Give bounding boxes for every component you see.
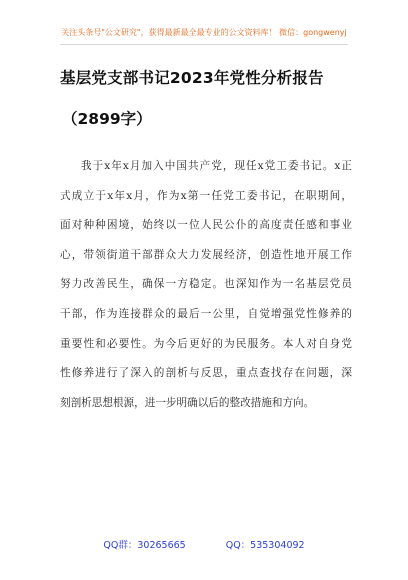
body-line-2: 式成立于x年x月，作为x第一任党工委书记，在职期间， [60, 189, 352, 202]
document-word-count: （2899字） [62, 110, 152, 128]
footer-qq-group: QQ群：30265665 [103, 540, 186, 551]
document-title: 基层党支部书记2023年党性分析报告 [60, 69, 324, 87]
footer-contact [0, 537, 408, 551]
header-promo-note: 关注头条号"公文研究"，获得最新最全最专业的公文资料库！ 微信：gongwenyj [61, 28, 347, 37]
body-line-9: 刻剖析思想根源，进一步明确以后的整改措施和方向。 [60, 396, 315, 409]
body-line-1: 我于x年x月加入中国共产党，现任x党工委书记。x正 [81, 160, 352, 172]
body-line-8: 性修养进行了深入的剖析与反思，重点查找存在问题，深 [60, 367, 352, 380]
body-line-6: 干部，作为连接群众的最后一公里，自觉增强党性修养的 [60, 307, 352, 320]
footer-qq-number: QQ：535304092 [225, 540, 305, 551]
header-divider [60, 44, 348, 45]
body-line-4: 心，带领街道干部群众大力发展经济，创造性地开展工作 [60, 248, 352, 261]
body-line-7: 重要性和必要性。为今后更好的为民服务。本人对自身党 [60, 337, 352, 350]
body-line-5: 努力改善民生，确保一方稳定。也深知作为一名基层党员 [60, 278, 352, 291]
document-body [60, 160, 352, 426]
body-line-3: 面对种种困境，始终以一位人民公仆的高度责任感和事业 [60, 219, 352, 232]
